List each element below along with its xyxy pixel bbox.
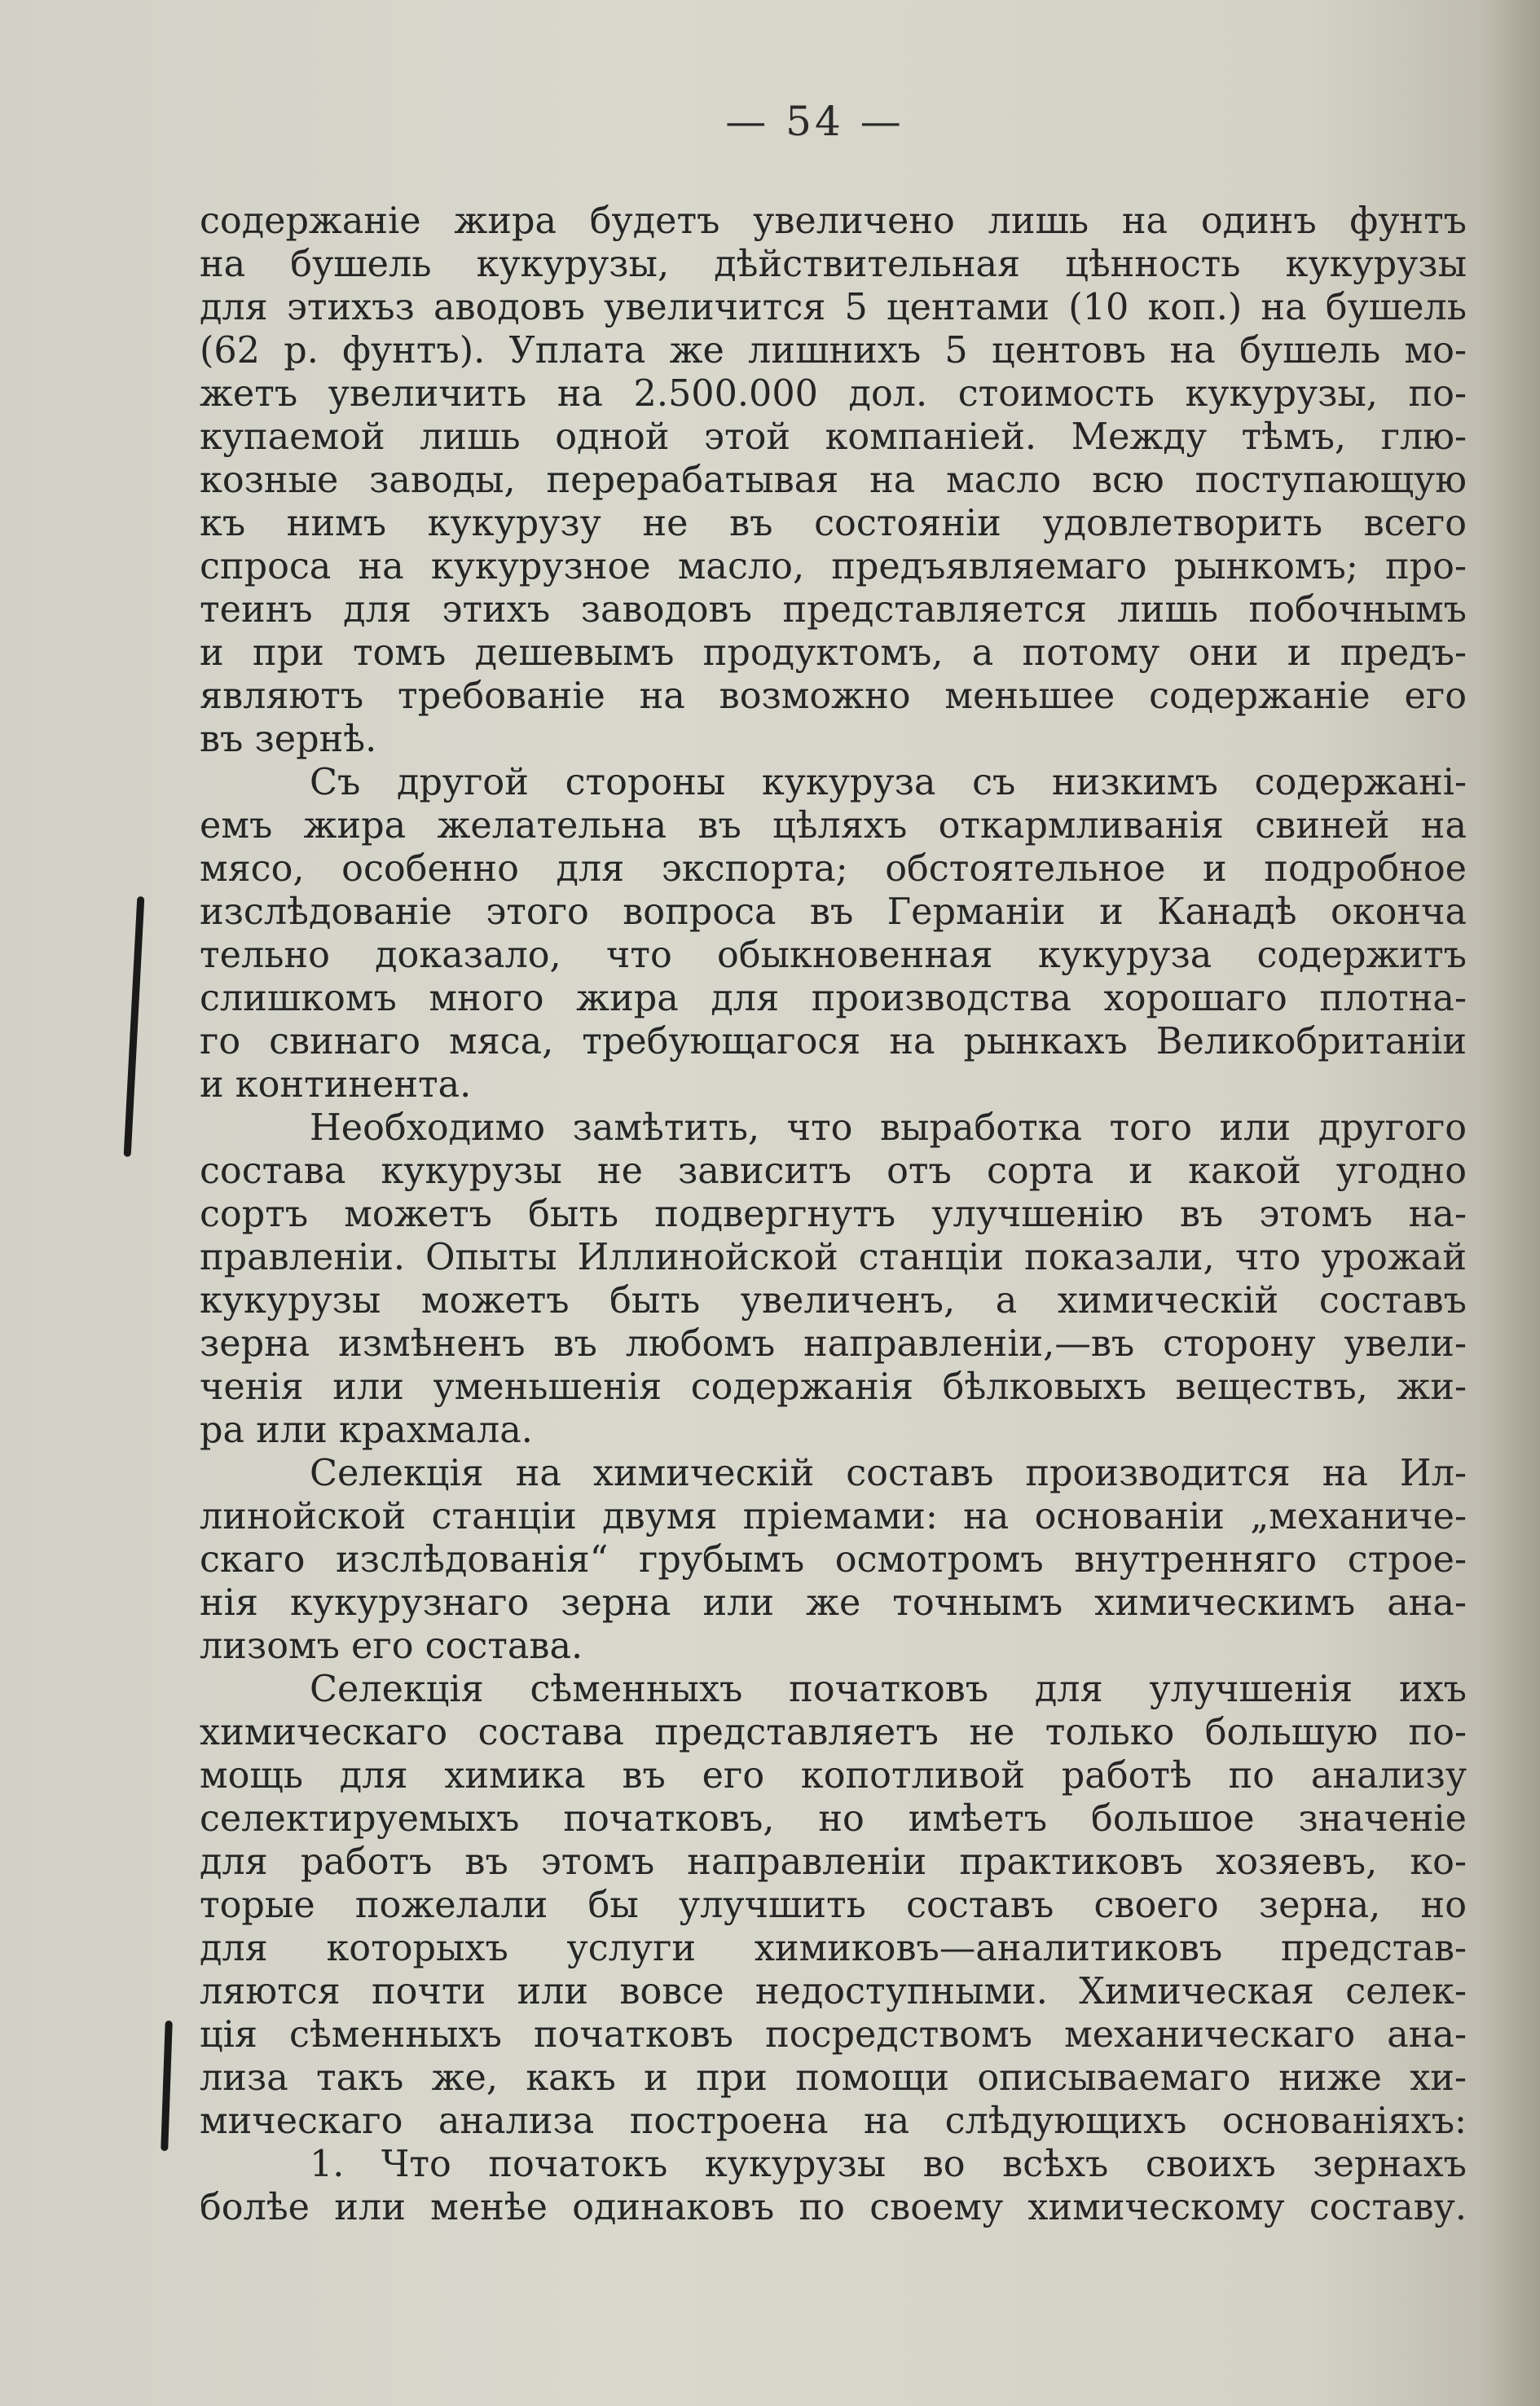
text-line: Необходимо замѣтить, что выработка того или другого [310,1107,1467,1149]
text-line: въ зернѣ. [200,719,377,760]
text-line: емъ жира желательна въ цѣляхъ откармливанія свиней на [200,805,1467,847]
text-line: и континента. [200,1064,472,1106]
text-line: сортъ можетъ быть подвергнутъ улучшенію въ этомъ на- [200,1194,1467,1235]
text-line: для работъ въ этомъ направленіи практиковъ хозяевъ, ко- [200,1841,1467,1883]
text-line: слишкомъ много жира для производства хорошаго плотна- [200,978,1467,1019]
text-line: лиза такъ же, какъ и при помощи описываемаго ниже хи- [200,2057,1467,2099]
text-line: ляются почти или вовсе недоступными. Химическая селек- [200,1971,1467,2012]
margin-pencil-mark [124,896,145,1157]
text-line: козные заводы, перерабатывая на масло всю поступающую [200,460,1467,501]
text-line: мясо, особенно для экспорта; обстоятельное и подробное [200,848,1467,890]
text-line: тельно доказало, что обыкновенная кукуруза содержитъ [200,935,1467,976]
text-line: теинъ для этихъ заводовъ представляется лишь побочнымъ [200,589,1467,631]
text-line: спроса на кукурузное масло, предъявляемаго рынкомъ; про- [200,546,1467,587]
text-line: ція сѣменныхъ початковъ посредствомъ механическаго ана- [200,2014,1467,2056]
text-line: содержаніе жира будетъ увеличено лишь на одинъ фунтъ [200,200,1467,242]
text-line: торые пожелали бы улучшить составъ своего зерна, но [200,1885,1467,1926]
text-line: купаемой лишь одной этой компаніей. Между тѣмъ, глю- [200,416,1467,458]
text-line: зерна измѣненъ въ любомъ направленіи,—въ сторону увели- [200,1323,1467,1365]
text-line: ра или крахмала. [200,1410,533,1451]
text-line: къ нимъ кукурузу не въ состояніи удовлетворить всего [200,503,1467,544]
text-line: лизомъ его состава. [200,1625,583,1667]
body-text [200,200,1467,2229]
text-line: (62 р. фунтъ). Уплата же лишнихъ 5 центовъ на бушель мо- [200,330,1467,372]
text-line: линойской станціи двумя пріемами: на основаніи „механиче- [200,1496,1467,1537]
text-line: правленіи. Опыты Иллинойской станціи показали, что урожай [200,1237,1467,1278]
page-gutter-shadow [1483,0,1540,2406]
text-line: ченія или уменьшенія содержанія бѣлковыхъ веществъ, жи- [200,1366,1467,1408]
text-line: селектируемыхъ початковъ, но имѣетъ большое значеніе [200,1798,1467,1840]
text-line: состава кукурузы не зависитъ отъ сорта и какой угодно [200,1150,1467,1192]
text-line: являютъ требованіе на возможно меньшее содержаніе его [200,675,1467,717]
text-line: Селекція сѣменныхъ початковъ для улучшенія ихъ [310,1669,1467,1710]
text-line: 1. Что початокъ кукурузы во всѣхъ своихъ зернахъ [310,2144,1467,2185]
text-line: химическаго состава представляетъ не только большую по- [200,1712,1467,1753]
text-line: Съ другой стороны кукуруза съ низкимъ содержані- [310,762,1467,803]
text-line: скаго изслѣдованія“ грубымъ осмотромъ внутренняго строе- [200,1539,1467,1581]
text-line: го свинаго мяса, требующагося на рынкахъ Великобританіи [200,1021,1467,1062]
margin-pencil-mark [161,2021,173,2151]
text-line: изслѣдованіе этого вопроса въ Германіи и Канадѣ оконча [200,891,1467,933]
page-number: — 54 — [725,98,904,145]
text-line: на бушель кукурузы, дѣйствительная цѣнность кукурузы [200,244,1467,285]
text-line: Селекція на химическій составъ производится на Ил- [310,1453,1467,1494]
text-line: жетъ увеличить на 2.500.000 дол. стоимость кукурузы, по- [200,373,1467,415]
text-line: нія кукурузнаго зерна или же точнымъ химическимъ ана- [200,1582,1467,1624]
text-line: болѣе или менѣе одинаковъ по своему химическому составу. [200,2187,1467,2228]
text-line: мощь для химика въ его копотливой работѣ по анализу [200,1755,1467,1797]
text-line: мическаго анализа построена на слѣдующихъ основаніяхъ: [200,2100,1467,2142]
text-line: и при томъ дешевымъ продуктомъ, а потому они и предъ- [200,632,1467,674]
text-line: для этихъз аводовъ увеличится 5 центами (10 коп.) на бушель [200,287,1467,328]
text-line: для которыхъ услуги химиковъ—аналитиковъ представ- [200,1928,1467,1969]
text-line: кукурузы можетъ быть увеличенъ, а химическій составъ [200,1280,1467,1322]
